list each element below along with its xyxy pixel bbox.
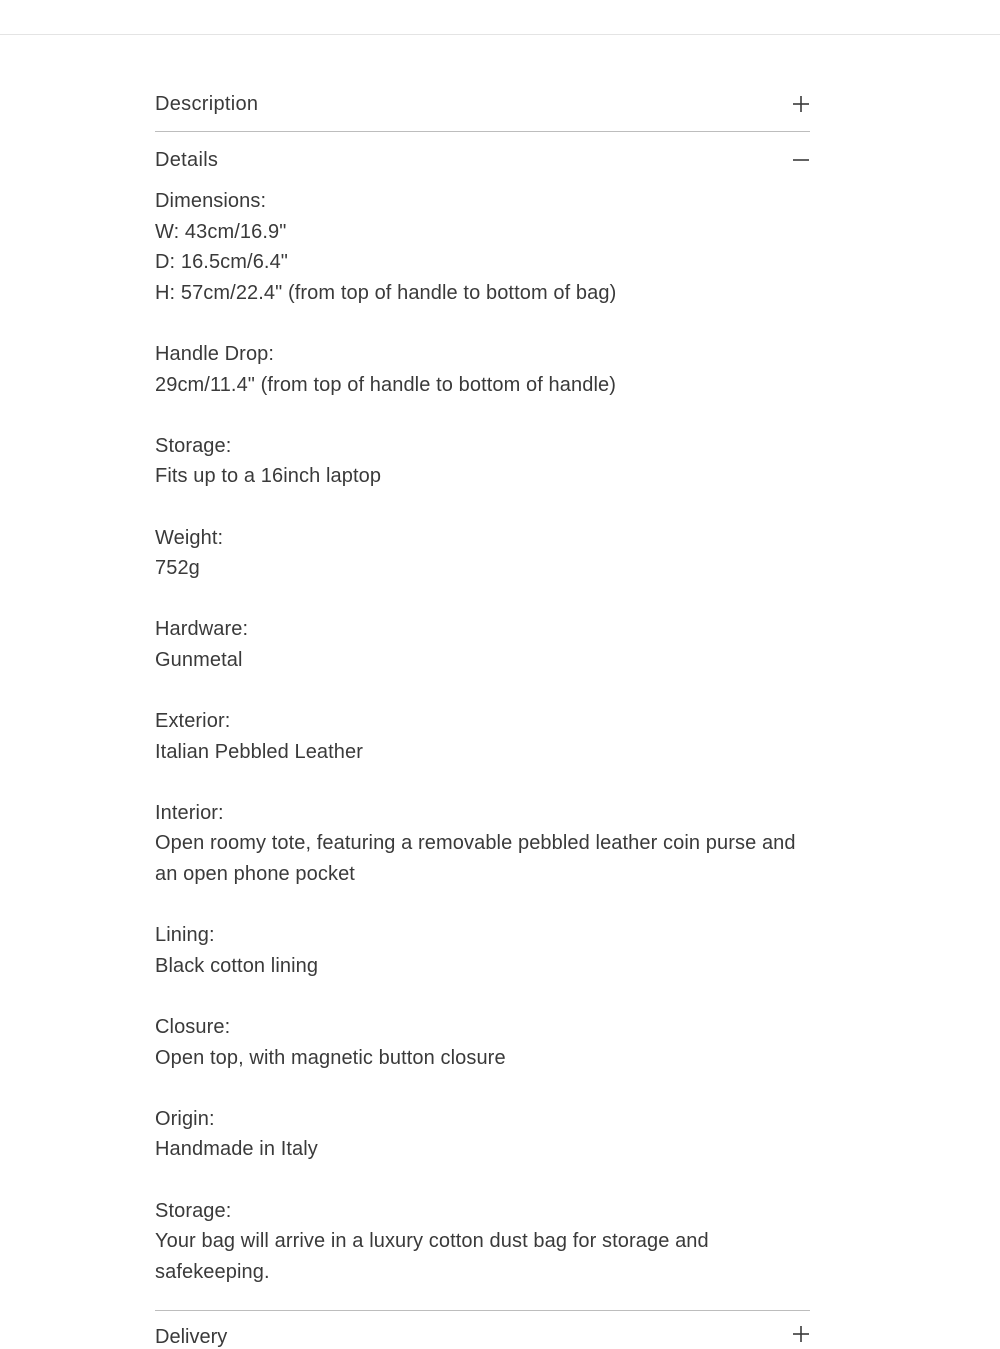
spec-value: Open top, with magnetic button closure <box>155 1046 506 1069</box>
spec-group <box>155 920 810 981</box>
accordion-title-details: Details <box>155 149 219 171</box>
spec-value: D: 16.5cm/6.4" <box>155 251 289 274</box>
spec-value: H: 57cm/22.4" (from top of handle to bottom of bag) <box>155 281 617 304</box>
spec-value: 29cm/11.4" (from top of handle to bottom of handle) <box>155 373 616 396</box>
spec-label: Exterior: <box>155 710 231 733</box>
spec-label: Handle Drop: <box>155 342 275 365</box>
spec-group <box>155 614 810 675</box>
accordion-header-details[interactable] <box>155 132 810 187</box>
plus-icon[interactable] <box>792 95 810 113</box>
spec-label: Interior: <box>155 801 224 824</box>
spec-value: Fits up to a 16inch laptop <box>155 465 382 488</box>
spec-group <box>155 339 810 400</box>
product-accordion <box>155 76 810 187</box>
spec-value: Your bag will arrive in a luxury cotton dust bag for storage and safekeeping. <box>155 1230 709 1283</box>
plus-icon[interactable] <box>792 1325 810 1343</box>
accordion-title-description: Description <box>155 93 259 115</box>
spec-label: Closure: <box>155 1016 231 1039</box>
spec-group <box>155 1104 810 1165</box>
spec-label: Weight: <box>155 526 224 549</box>
spec-group <box>155 1012 810 1073</box>
spec-label: Lining: <box>155 924 215 947</box>
spec-value: Italian Pebbled Leather <box>155 740 364 763</box>
spec-value: Black cotton lining <box>155 954 319 977</box>
spec-value: 752g <box>155 557 200 580</box>
spec-label: Hardware: <box>155 618 249 641</box>
accordion-header-description[interactable] <box>155 76 810 132</box>
spec-value: Open roomy tote, featuring a removable pebbled leather coin purse and an open phone pocket <box>155 832 796 886</box>
spec-label: Origin: <box>155 1107 215 1130</box>
spec-label: Storage: <box>155 1199 232 1222</box>
spec-label: Storage: <box>155 434 232 457</box>
accordion-title-delivery: Delivery <box>155 1326 228 1348</box>
spec-group <box>155 523 810 584</box>
top-divider <box>0 34 1000 35</box>
spec-group <box>155 431 810 492</box>
spec-value: Handmade in Italy <box>155 1138 318 1161</box>
details-panel <box>155 186 810 1287</box>
minus-icon[interactable] <box>792 151 810 169</box>
spec-group <box>155 186 810 308</box>
spec-group <box>155 1196 810 1288</box>
spec-value: Gunmetal <box>155 648 243 671</box>
spec-value: W: 43cm/16.9" <box>155 220 287 243</box>
accordion-header-delivery[interactable] <box>155 1311 810 1348</box>
spec-group <box>155 798 810 890</box>
spec-group <box>155 706 810 767</box>
spec-label: Dimensions: <box>155 190 267 212</box>
